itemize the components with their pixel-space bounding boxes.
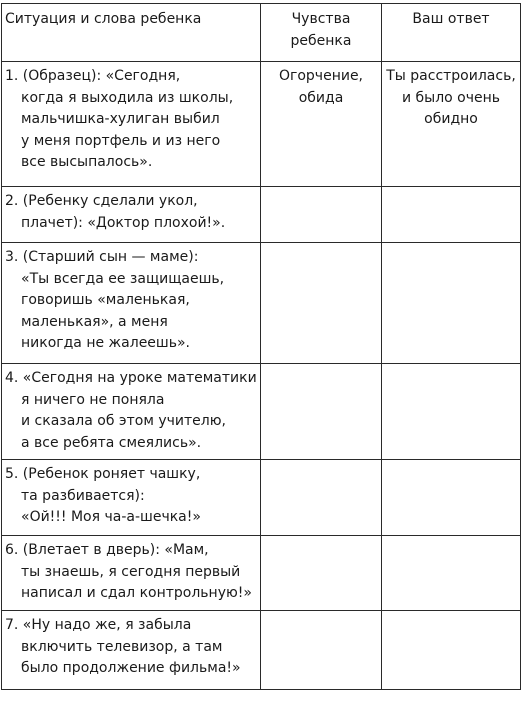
answer-line: обидно <box>424 111 478 127</box>
situation-line: 2. (Ребенку сделали укол, <box>5 193 198 209</box>
situation-line: 6. (Влетает в дверь): «Мам, <box>5 542 209 558</box>
answer-cell-6[interactable] <box>382 536 521 611</box>
situation-line: и сказала об этом учителю, <box>21 413 226 429</box>
feelings-cell-3[interactable] <box>261 243 382 364</box>
situation-line: 7. «Ну надо же, я забыла <box>5 617 192 633</box>
header-feelings <box>261 4 382 62</box>
situation-line: мальчишка-хулиган выбил <box>21 111 220 127</box>
answer-cell-2[interactable] <box>382 187 521 243</box>
header-row <box>2 4 521 62</box>
situation-line: никогда не жалеешь». <box>21 335 190 351</box>
exercise-table <box>1 3 521 690</box>
situation-line: все высыпалось». <box>21 154 153 170</box>
situation-cell-6 <box>2 536 261 611</box>
answer-cell-5[interactable] <box>382 460 521 536</box>
answer-line: и было очень <box>401 89 501 106</box>
situation-cell-4 <box>2 364 261 460</box>
situation-cell-5 <box>2 460 261 536</box>
feelings-cell-6[interactable] <box>261 536 382 611</box>
table-row-3 <box>2 243 521 364</box>
situation-line: 3. (Старший сын — маме): <box>5 249 199 265</box>
situation-line: у меня портфель и из него <box>21 132 221 149</box>
situation-line: 5. (Ребенок роняет чашку, <box>5 466 201 482</box>
table-row-4 <box>2 364 521 460</box>
feelings-cell-5[interactable] <box>261 460 382 536</box>
situation-line: было продолжение фильма!» <box>21 660 241 676</box>
answer-cell-3[interactable] <box>382 243 521 364</box>
feelings-cell-1[interactable] <box>261 62 382 187</box>
feelings-cell-2[interactable] <box>261 187 382 243</box>
situation-line: «Ты всегда ее защищаешь, <box>21 270 225 287</box>
situation-cell-7 <box>2 611 261 690</box>
answer-cell-7[interactable] <box>382 611 521 690</box>
feelings-line: обида <box>298 89 344 106</box>
header-answer <box>382 4 521 62</box>
situation-cell-1 <box>2 62 261 187</box>
situation-line: плачет): «Доктор плохой!». <box>21 214 226 231</box>
header-feelings-line-1: Чувства <box>291 11 351 27</box>
header-feelings-line-2: ребенка <box>290 32 352 49</box>
table-row-2 <box>2 187 521 243</box>
feelings-cell-4[interactable] <box>261 364 382 460</box>
feelings-line: Огорчение, <box>278 68 364 84</box>
situation-line: говоришь «маленькая, <box>21 292 190 308</box>
situation-line: ты знаешь, я сегодня первый <box>21 563 241 580</box>
feelings-cell-7[interactable] <box>261 611 382 690</box>
situation-cell-3 <box>2 243 261 364</box>
header-situation <box>2 4 261 62</box>
situation-line: маленькая», а меня <box>21 313 168 330</box>
header-situation-label: Ситуация и слова ребенка <box>5 11 202 27</box>
table-row-6 <box>2 536 521 611</box>
situation-line: та разбивается): <box>21 487 145 504</box>
table-row-1 <box>2 62 521 187</box>
situation-line: 4. «Сегодня на уроке математики <box>5 370 257 386</box>
situation-line: написал и сдал контрольную!» <box>21 585 252 601</box>
situation-line: а все ребята смеялись». <box>21 434 202 451</box>
answer-cell-4[interactable] <box>382 364 521 460</box>
situation-line: я ничего не поняла <box>21 391 165 408</box>
situation-line: когда я выходила из школы, <box>21 89 234 106</box>
answer-cell-1[interactable] <box>382 62 521 187</box>
situation-line: 1. (Образец): «Сегодня, <box>5 68 181 84</box>
answer-line: Ты расстроилась, <box>386 68 516 84</box>
table-row-5 <box>2 460 521 536</box>
situation-line: «Ой!!! Моя ча-а-шечка!» <box>21 509 201 525</box>
situation-cell-2 <box>2 187 261 243</box>
situation-line: включить телевизор, а там <box>21 638 223 655</box>
header-answer-label: Ваш ответ <box>412 11 490 27</box>
table-row-7 <box>2 611 521 690</box>
